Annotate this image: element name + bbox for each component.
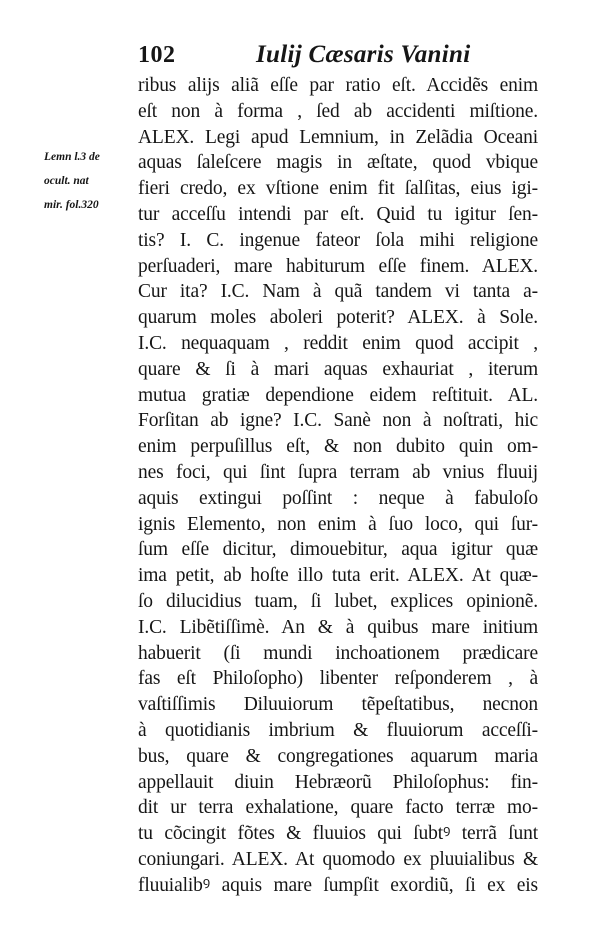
text-line: I.C. nequaquam , reddit enim quod accipit , xyxy=(138,332,538,354)
text-line: I.C. Libẽtiſſimè. An & à quibus mare initium xyxy=(138,616,538,638)
text-line: ribus alijs aliã eſſe par ratio eſt. Accidẽs enim xyxy=(138,75,538,96)
text-line: ALEX. Legi apud Lemnium, in Zelãdia Oceani xyxy=(138,126,538,148)
text-line: aquis extingui poſſint : neque à fabuloſo xyxy=(138,487,538,509)
text-line: bus, quare & congregationes aquarum maria xyxy=(138,745,538,767)
marginal-note-line: Lemn l.3 de xyxy=(44,151,100,163)
text-line: mutua gratiæ dependione eidem reſtituit. AL. xyxy=(138,384,538,406)
text-line: habuerit (ſi mundi inchoationem prædicare xyxy=(138,642,538,664)
text-line: coniungari. ALEX. At quomodo ex pluuialibus & xyxy=(138,848,538,870)
text-line: fluuialibꝰ aquis mare ſumpſit exordiũ, ſi ex eis xyxy=(138,874,538,896)
text-line: vaſtiſſimis Diluuiorum tẽpeſtatibus, necnon xyxy=(138,694,538,716)
text-line: à quotidianis imbrium & fluuiorum acceſſi- xyxy=(138,719,538,741)
text-line: dit ur terra exhalatione, quare facto terræ mo- xyxy=(138,797,538,819)
text-line: ima petit, ab hoſte illo tuta erit. ALEX. At quæ- xyxy=(138,565,538,587)
text-line: ignis Elemento, non enim à ſuo loco, qui ſur- xyxy=(138,513,538,535)
text-line: appellauit diuin Hebræorũ Philoſophus: fin- xyxy=(138,771,538,793)
marginal-note-line: mir. fol.320 xyxy=(44,199,99,211)
marginal-note xyxy=(44,145,134,217)
text-line: quare & ſi à mari aquas exhauriat , iterum xyxy=(138,358,538,380)
text-line: fas eſt Philoſopho) libenter reſponderem , à xyxy=(138,668,538,690)
text-line: perſuaderi, mare habiturum eſſe finem. ALEX. xyxy=(138,255,538,277)
text-line: enim perpuſillus eſt, & non dubito quin om- xyxy=(138,436,538,458)
text-line: eſt non à forma , ſed ab accidenti miſtione. xyxy=(138,100,538,122)
marginal-note-line: ocult. nat xyxy=(44,175,89,187)
text-line: nes foci, qui ſint ſupra terram ab vnius fluuij xyxy=(138,461,538,483)
text-line: quarum moles aboleri poterit? ALEX. à Sole. xyxy=(138,307,538,329)
page-header xyxy=(138,40,538,74)
text-line: Forſitan ab igne? I.C. Sanè non à noſtrati, hic xyxy=(138,410,538,432)
text-line: tis? I. C. ingenue fateor ſola mihi religione xyxy=(138,229,538,251)
text-line: Cur ita? I.C. Nam à quã tandem vi tanta a- xyxy=(138,281,538,303)
text-line: tu cõcingit fõtes & fluuios qui ſubtꝰ terrã ſunt xyxy=(138,823,538,845)
text-line: ſo dilucidius tuam, ſi lubet, explices opinionẽ. xyxy=(138,590,538,612)
body-text xyxy=(138,73,538,899)
text-line: aquas ſaleſcere magis in æſtate, quod vbique xyxy=(138,152,538,174)
running-title: Iulij Cæsaris Vanini xyxy=(256,41,471,68)
text-line: ſum eſſe dicitur, dimouebitur, aqua igitur quæ xyxy=(138,539,538,561)
text-line: fieri credo, ex vſtione enim fit ſalſitas, eius igi- xyxy=(138,178,538,200)
text-line: tur acceſſu intendi par eſt. Quid tu igitur ſen- xyxy=(138,203,538,225)
page-number: 102 xyxy=(138,42,176,68)
